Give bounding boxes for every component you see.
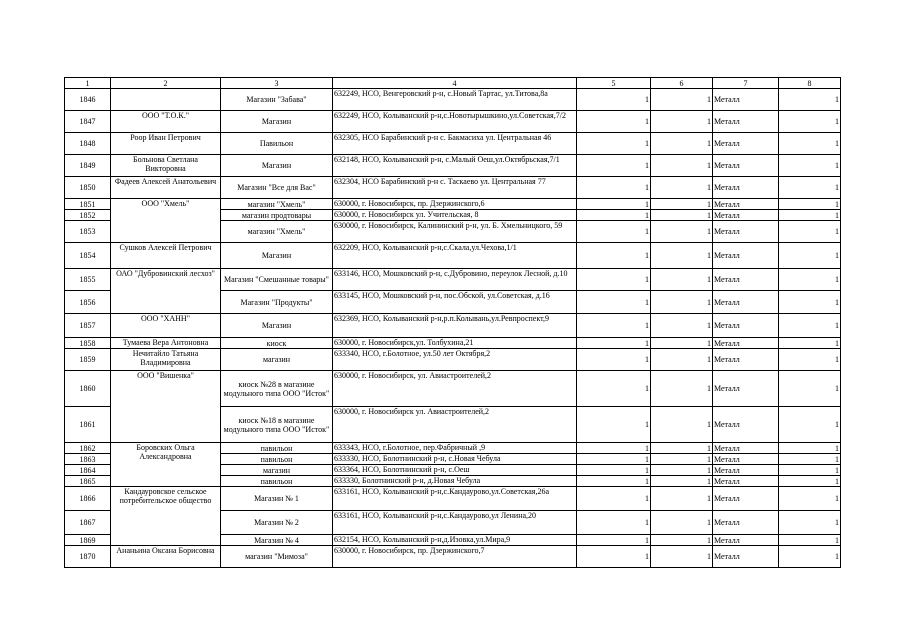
object-type-cell: магазин "Хмель" <box>221 199 333 210</box>
object-type-cell: киоск №28 в магазине модульного типа ООО "Исток" <box>221 371 333 407</box>
row-number-cell: 1857 <box>65 314 111 338</box>
amount-cell: 1 <box>779 407 841 443</box>
row-number-cell: 1847 <box>65 111 111 133</box>
quantity-cell: 1 <box>577 465 651 476</box>
count-cell: 1 <box>651 465 713 476</box>
amount-cell: 1 <box>779 476 841 487</box>
amount-cell: 1 <box>779 243 841 269</box>
count-cell: 1 <box>651 487 713 511</box>
owner-cell: ООО "Вишенка" <box>111 371 221 443</box>
count-cell: 1 <box>651 243 713 269</box>
owner-cell: ОАО "Дубровинский лесхоз" <box>111 269 221 314</box>
material-cell: Металл <box>713 243 779 269</box>
object-type-cell: магазин "Мимоза" <box>221 546 333 568</box>
quantity-cell: 1 <box>577 89 651 111</box>
object-type-cell: Магазин "Продукты" <box>221 291 333 314</box>
address-cell: 633364, НСО, Болотнинский р-н, с.Оеш <box>333 465 577 476</box>
address-cell: 632154, НСО, Колыванский р-н,д.Изовка,ул.Мира,9 <box>333 535 577 546</box>
amount-cell: 1 <box>779 487 841 511</box>
object-type-cell: Магазин <box>221 243 333 269</box>
material-cell: Металл <box>713 221 779 243</box>
address-cell: 632249, НСО, Венгеровский р-н, с.Новый Тартас, ул.Титова,8а <box>333 89 577 111</box>
row-number-cell: 1866 <box>65 487 111 511</box>
row-number-cell: 1862 <box>65 443 111 454</box>
quantity-cell: 1 <box>577 338 651 349</box>
row-number-cell: 1863 <box>65 454 111 465</box>
table-row <box>65 111 841 133</box>
material-cell: Металл <box>713 371 779 407</box>
owner-cell: ООО "Т.О.К." <box>111 111 221 133</box>
registry-table-body <box>65 78 841 568</box>
material-cell: Металл <box>713 89 779 111</box>
column-header: 7 <box>713 78 779 89</box>
count-cell: 1 <box>651 177 713 199</box>
amount-cell: 1 <box>779 371 841 407</box>
object-type-cell: магазин <box>221 349 333 371</box>
count-cell: 1 <box>651 546 713 568</box>
amount-cell: 1 <box>779 133 841 155</box>
object-type-cell: Павильон <box>221 133 333 155</box>
table-row <box>65 89 841 111</box>
count-cell: 1 <box>651 155 713 177</box>
quantity-cell: 1 <box>577 221 651 243</box>
owner-cell: Нечитайло Татьяна Владимировна <box>111 349 221 371</box>
count-cell: 1 <box>651 371 713 407</box>
table-row <box>65 546 841 568</box>
quantity-cell: 1 <box>577 243 651 269</box>
quantity-cell: 1 <box>577 443 651 454</box>
table-row <box>65 177 841 199</box>
registry-table <box>64 77 841 568</box>
object-type-cell: Магазин "Смешанные товары" <box>221 269 333 291</box>
column-header: 2 <box>111 78 221 89</box>
count-cell: 1 <box>651 111 713 133</box>
address-cell: 632304, НСО Барабинский р-н с. Таскаево ул. Центральная 77 <box>333 177 577 199</box>
quantity-cell: 1 <box>577 535 651 546</box>
object-type-cell: Магазин № 2 <box>221 511 333 535</box>
count-cell: 1 <box>651 443 713 454</box>
amount-cell: 1 <box>779 546 841 568</box>
material-cell: Металл <box>713 546 779 568</box>
object-type-cell: магазин продтовары <box>221 210 333 221</box>
amount-cell: 1 <box>779 535 841 546</box>
quantity-cell: 1 <box>577 407 651 443</box>
address-cell: 630000, г. Новосибирск,ул. Толбухина,21 <box>333 338 577 349</box>
amount-cell: 1 <box>779 465 841 476</box>
object-type-cell: Магазин <box>221 155 333 177</box>
table-row <box>65 443 841 454</box>
owner-cell: Фадеев Алексей Анатольевич <box>111 177 221 199</box>
quantity-cell: 1 <box>577 476 651 487</box>
material-cell: Металл <box>713 111 779 133</box>
quantity-cell: 1 <box>577 210 651 221</box>
table-row <box>65 314 841 338</box>
count-cell: 1 <box>651 511 713 535</box>
address-cell: 633343, НСО, г.Болотное, пер.Фабричный ,9 <box>333 443 577 454</box>
row-number-cell: 1861 <box>65 407 111 443</box>
quantity-cell: 1 <box>577 487 651 511</box>
count-cell: 1 <box>651 407 713 443</box>
table-row <box>65 243 841 269</box>
address-cell: 633340, НСО, г.Болотное, ул.50 лет Октября,2 <box>333 349 577 371</box>
material-cell: Металл <box>713 465 779 476</box>
column-header: 5 <box>577 78 651 89</box>
object-type-cell: магазин "Хмель" <box>221 221 333 243</box>
address-cell: 633161, НСО, Колыванский р-н,с.Кандаурово,ул.Советская,26а <box>333 487 577 511</box>
amount-cell: 1 <box>779 199 841 210</box>
object-type-cell: Магазин "Забава" <box>221 89 333 111</box>
address-cell: 632209, НСО, Колыванский р-н,с.Скала,ул.Чехова,1/1 <box>333 243 577 269</box>
object-type-cell: Магазин № 1 <box>221 487 333 511</box>
row-number-cell: 1853 <box>65 221 111 243</box>
quantity-cell: 1 <box>577 177 651 199</box>
address-cell: 632305, НСО Барабинский р-н с. Бакмасиха ул. Центральная 46 <box>333 133 577 155</box>
amount-cell: 1 <box>779 177 841 199</box>
count-cell: 1 <box>651 210 713 221</box>
row-number-cell: 1850 <box>65 177 111 199</box>
address-cell: 630000, г. Новосибирск, пр. Дзержинского,6 <box>333 199 577 210</box>
address-cell: 630000, г. Новосибирск, Калининский р-н, ул. Б. Хмельницкого, 59 <box>333 221 577 243</box>
material-cell: Металл <box>713 338 779 349</box>
table-row <box>65 155 841 177</box>
count-cell: 1 <box>651 221 713 243</box>
address-cell: 633330, Болотнинский р-н, д.Новая Чебула <box>333 476 577 487</box>
material-cell: Металл <box>713 291 779 314</box>
count-cell: 1 <box>651 199 713 210</box>
row-number-cell: 1848 <box>65 133 111 155</box>
material-cell: Металл <box>713 443 779 454</box>
owner-cell: Боровских Ольга Александровна <box>111 443 221 487</box>
quantity-cell: 1 <box>577 199 651 210</box>
quantity-cell: 1 <box>577 371 651 407</box>
material-cell: Металл <box>713 210 779 221</box>
quantity-cell: 1 <box>577 269 651 291</box>
count-cell: 1 <box>651 338 713 349</box>
count-cell: 1 <box>651 269 713 291</box>
row-number-cell: 1858 <box>65 338 111 349</box>
address-cell: 632148, НСО, Колыванский р-н, с.Малый Оеш,ул.Октябрьская,7/1 <box>333 155 577 177</box>
count-cell: 1 <box>651 89 713 111</box>
count-cell: 1 <box>651 133 713 155</box>
row-number-cell: 1865 <box>65 476 111 487</box>
row-number-cell: 1852 <box>65 210 111 221</box>
table-row <box>65 199 841 210</box>
column-header: 1 <box>65 78 111 89</box>
amount-cell: 1 <box>779 338 841 349</box>
count-cell: 1 <box>651 476 713 487</box>
material-cell: Металл <box>713 269 779 291</box>
row-number-cell: 1855 <box>65 269 111 291</box>
object-type-cell: павильон <box>221 454 333 465</box>
column-header: 3 <box>221 78 333 89</box>
address-cell: 633330, НСО, Болотнинский р-н, с.Новая Чебула <box>333 454 577 465</box>
material-cell: Металл <box>713 177 779 199</box>
quantity-cell: 1 <box>577 349 651 371</box>
quantity-cell: 1 <box>577 133 651 155</box>
object-type-cell: Магазин "Все для Вас" <box>221 177 333 199</box>
object-type-cell: киоск <box>221 338 333 349</box>
address-cell: 632369, НСО, Колыванский р-н,р.п.Колывань,ул.Ревпроспект,9 <box>333 314 577 338</box>
count-cell: 1 <box>651 349 713 371</box>
object-type-cell: магазин <box>221 465 333 476</box>
row-number-cell: 1867 <box>65 511 111 535</box>
address-cell: 630000, г. Новосибирск, пр. Дзержинского,7 <box>333 546 577 568</box>
material-cell: Металл <box>713 155 779 177</box>
owner-cell: Тумаева Вера Антоновна <box>111 338 221 349</box>
material-cell: Металл <box>713 487 779 511</box>
object-type-cell: Магазин <box>221 111 333 133</box>
owner-cell: ООО "ХАНН" <box>111 314 221 338</box>
material-cell: Металл <box>713 407 779 443</box>
amount-cell: 1 <box>779 454 841 465</box>
quantity-cell: 1 <box>577 111 651 133</box>
material-cell: Металл <box>713 199 779 210</box>
object-type-cell: павильон <box>221 476 333 487</box>
count-cell: 1 <box>651 314 713 338</box>
count-cell: 1 <box>651 291 713 314</box>
owner-cell <box>111 89 221 111</box>
object-type-cell: Магазин № 4 <box>221 535 333 546</box>
address-cell: 633145, НСО, Мошковский р-н, пос.Обской, ул.Советская, д.16 <box>333 291 577 314</box>
material-cell: Металл <box>713 133 779 155</box>
quantity-cell: 1 <box>577 546 651 568</box>
object-type-cell: киоск №18 в магазине модульного типа ООО "Исток" <box>221 407 333 443</box>
row-number-cell: 1854 <box>65 243 111 269</box>
column-header: 6 <box>651 78 713 89</box>
owner-cell: ООО "Хмель" <box>111 199 221 243</box>
row-number-cell: 1859 <box>65 349 111 371</box>
address-cell: 630000, г. Новосибирск, ул. Авиастроителей,2 <box>333 371 577 407</box>
owner-cell: Сушков Алексей Петрович <box>111 243 221 269</box>
amount-cell: 1 <box>779 443 841 454</box>
material-cell: Металл <box>713 314 779 338</box>
owner-cell: Больнова Светлана Викторовна <box>111 155 221 177</box>
quantity-cell: 1 <box>577 511 651 535</box>
owner-cell: Роор Иван Петрович <box>111 133 221 155</box>
quantity-cell: 1 <box>577 454 651 465</box>
row-number-cell: 1864 <box>65 465 111 476</box>
object-type-cell: павильон <box>221 443 333 454</box>
row-number-cell: 1851 <box>65 199 111 210</box>
row-number-cell: 1860 <box>65 371 111 407</box>
owner-cell: Ананьина Оксана Борисовна <box>111 546 221 568</box>
address-cell: 632249, НСО, Колыванский р-н,с.Новотырышкино,ул.Советская,7/2 <box>333 111 577 133</box>
address-cell: 630000, г. Новосибирск ул. Авиастроителей,2 <box>333 407 577 443</box>
quantity-cell: 1 <box>577 314 651 338</box>
material-cell: Металл <box>713 454 779 465</box>
amount-cell: 1 <box>779 269 841 291</box>
amount-cell: 1 <box>779 314 841 338</box>
quantity-cell: 1 <box>577 155 651 177</box>
count-cell: 1 <box>651 454 713 465</box>
amount-cell: 1 <box>779 511 841 535</box>
material-cell: Металл <box>713 535 779 546</box>
material-cell: Металл <box>713 349 779 371</box>
count-cell: 1 <box>651 535 713 546</box>
table-row <box>65 371 841 407</box>
table-row <box>65 133 841 155</box>
material-cell: Металл <box>713 511 779 535</box>
table-row <box>65 338 841 349</box>
table-row <box>65 349 841 371</box>
header-row <box>65 78 841 89</box>
address-cell: 633161, НСО, Колыванский р-н,с.Кандаурово,ул Ленина,20 <box>333 511 577 535</box>
amount-cell: 1 <box>779 291 841 314</box>
row-number-cell: 1846 <box>65 89 111 111</box>
amount-cell: 1 <box>779 89 841 111</box>
row-number-cell: 1856 <box>65 291 111 314</box>
row-number-cell: 1849 <box>65 155 111 177</box>
table-row <box>65 487 841 511</box>
amount-cell: 1 <box>779 155 841 177</box>
amount-cell: 1 <box>779 221 841 243</box>
table-row <box>65 269 841 291</box>
amount-cell: 1 <box>779 349 841 371</box>
address-cell: 633146, НСО, Мошковский р-н, с.Дубровино, переулок Лесной, д.10 <box>333 269 577 291</box>
row-number-cell: 1870 <box>65 546 111 568</box>
column-header: 8 <box>779 78 841 89</box>
object-type-cell: Магазин <box>221 314 333 338</box>
quantity-cell: 1 <box>577 291 651 314</box>
amount-cell: 1 <box>779 210 841 221</box>
address-cell: 630000, г. Новосибирск ул. Учительская, 8 <box>333 210 577 221</box>
material-cell: Металл <box>713 476 779 487</box>
amount-cell: 1 <box>779 111 841 133</box>
column-header: 4 <box>333 78 577 89</box>
owner-cell: Кандауровское сельское потребительское общество <box>111 487 221 546</box>
row-number-cell: 1869 <box>65 535 111 546</box>
